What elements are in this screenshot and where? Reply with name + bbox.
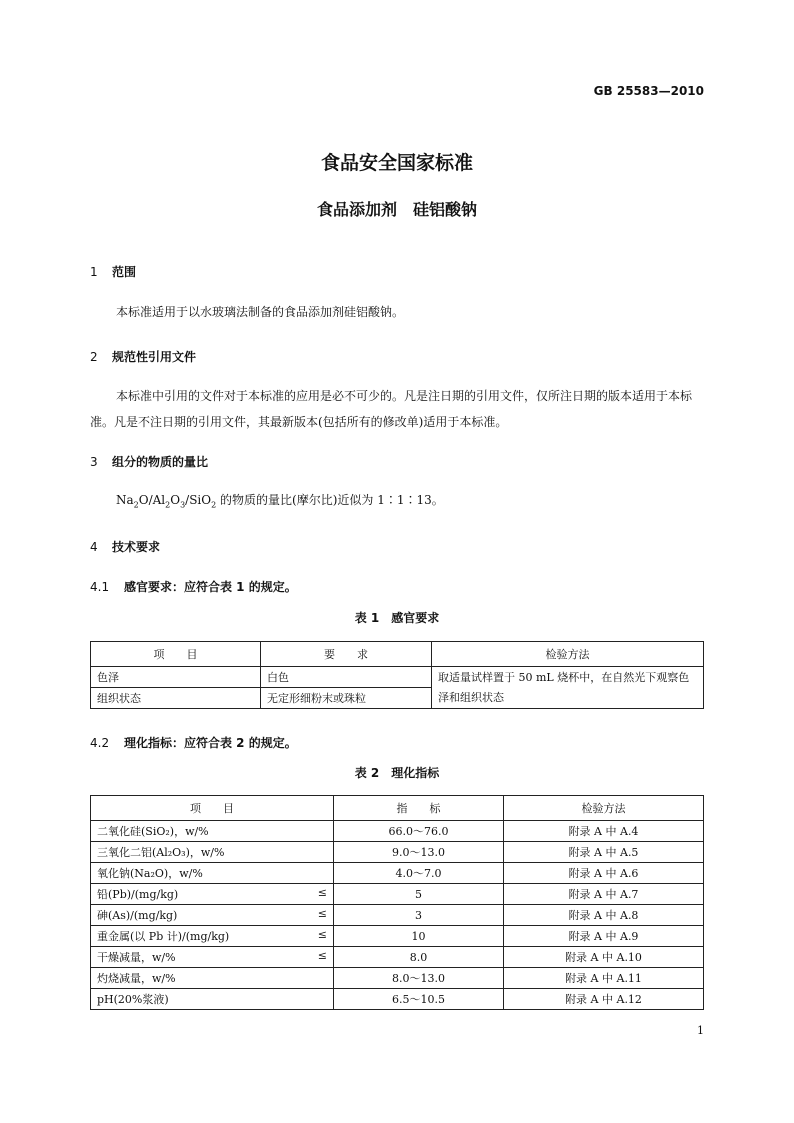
table-row: [91, 842, 704, 863]
section-heading-2: [90, 348, 196, 365]
cell-item: 色泽: [91, 667, 261, 688]
cell-value: 10: [334, 926, 504, 947]
cell-method: 附录 A 中 A.5: [504, 842, 704, 863]
cell-item: 组织状态: [91, 688, 261, 709]
subsection-4-2: [90, 734, 297, 751]
header-value: 指 标: [334, 796, 504, 821]
cell-value: 66.0～76.0: [334, 821, 504, 842]
cell-item: [91, 989, 334, 1010]
le-sign: ≤: [317, 907, 327, 920]
item-name: 三氧化二铝(Al₂O₃)，w/%: [97, 846, 225, 859]
item-name: 砷(As)/(mg/kg): [97, 909, 178, 922]
table2-caption: 表 2 理化指标: [354, 766, 440, 780]
section-body-1: 本标准适用于以水玻璃法制备的食品添加剂硅铝酸钠。: [116, 305, 405, 319]
section-heading-1: [90, 263, 136, 280]
cell-method: 附录 A 中 A.6: [504, 863, 704, 884]
item-name: pH(20%浆液): [97, 993, 169, 1006]
document-title: 食品安全国家标准: [320, 152, 473, 174]
cell-value: 6.5～10.5: [334, 989, 504, 1010]
cell-item: [91, 926, 334, 947]
section-title: 组分的物质的量比: [112, 455, 209, 469]
subsection-number: 4.1: [90, 580, 110, 594]
section-title: 技术要求: [112, 540, 161, 554]
header-requirement: 要 求: [261, 642, 432, 667]
section-number: 3: [90, 455, 98, 469]
cell-item: [91, 947, 334, 968]
table-row: [91, 947, 704, 968]
cell-method: 附录 A 中 A.9: [504, 926, 704, 947]
section-heading-3: [90, 453, 208, 470]
item-name: 灼烧减量，w/%: [97, 972, 176, 985]
standard-number: GB 25583—2010: [593, 84, 704, 98]
cell-item: [91, 968, 334, 989]
table-row: [91, 821, 704, 842]
le-sign: ≤: [317, 928, 327, 941]
table-row: [91, 968, 704, 989]
section-number: 2: [90, 350, 98, 364]
subsection-4-1: [90, 578, 297, 595]
cell-method: 附录 A 中 A.7: [504, 884, 704, 905]
cell-method: 附录 A 中 A.10: [504, 947, 704, 968]
header-method: 检验方法: [432, 642, 704, 667]
header-item: 项 目: [91, 796, 334, 821]
table-row: [91, 863, 704, 884]
table-physicochemical: [90, 795, 704, 1010]
table-header-row: [91, 796, 704, 821]
table-row: [91, 884, 704, 905]
section-body-2: 本标准中引用的文件对于本标准的应用是必不可少的。凡是注日期的引用文件，仅所注日期的版本适用于本标准。凡是不注日期的引用文件，其最新版本(包括所有的修改单)适用于本标准。: [90, 389, 693, 429]
section-number: 1: [90, 265, 98, 279]
page-number: 1: [697, 1024, 704, 1037]
le-sign: ≤: [317, 886, 327, 899]
cell-item: [91, 884, 334, 905]
cell-value: 8.0～13.0: [334, 968, 504, 989]
section-body-3: $Na_2O/Al_2O_3/SiO_2$ 的物质的量比(摩尔比)近似为 1∶1∶13。: [116, 493, 444, 510]
item-name: 重金属(以 Pb 计)/(mg/kg): [97, 930, 230, 943]
item-name: 二氧化硅(SiO₂)，w/%: [97, 825, 209, 838]
table-row: [91, 667, 704, 688]
cell-value: 4.0～7.0: [334, 863, 504, 884]
subsection-text: 理化指标：应符合表 2 的规定。: [124, 736, 297, 750]
cell-item: [91, 905, 334, 926]
section-heading-4: [90, 538, 160, 555]
section-title: 范围: [112, 265, 137, 279]
cell-value: 8.0: [334, 947, 504, 968]
cell-item: [91, 863, 334, 884]
cell-method: 取适量试样置于 50 mL 烧杯中，在自然光下观察色泽和组织状态: [432, 667, 704, 709]
ratio-text: 的物质的量比(摩尔比)近似为 1∶1∶13。: [220, 493, 444, 507]
section-title: 规范性引用文件: [112, 350, 197, 364]
cell-value: 3: [334, 905, 504, 926]
table-sensory: [90, 641, 704, 709]
table-row: [91, 989, 704, 1010]
cell-item: [91, 842, 334, 863]
table-row: [91, 926, 704, 947]
cell-value: 5: [334, 884, 504, 905]
table-row: [91, 905, 704, 926]
item-name: 干燥减量，w/%: [97, 951, 176, 964]
cell-item: [91, 821, 334, 842]
formula-na: Na: [116, 493, 134, 507]
header-method: 检验方法: [504, 796, 704, 821]
cell-method: 附录 A 中 A.11: [504, 968, 704, 989]
cell-requirement: 白色: [261, 667, 432, 688]
table-header-row: [91, 642, 704, 667]
subsection-text: 感官要求：应符合表 1 的规定。: [124, 580, 297, 594]
item-name: 氧化钠(Na₂O)，w/%: [97, 867, 203, 880]
item-name: 铅(Pb)/(mg/kg): [97, 888, 179, 901]
cell-method: 附录 A 中 A.4: [504, 821, 704, 842]
header-item: 项 目: [91, 642, 261, 667]
cell-value: 9.0～13.0: [334, 842, 504, 863]
cell-method: 附录 A 中 A.12: [504, 989, 704, 1010]
subsection-number: 4.2: [90, 736, 110, 750]
document-subtitle: 食品添加剂 硅铝酸钠: [316, 200, 477, 219]
le-sign: ≤: [317, 949, 327, 962]
table1-caption: 表 1 感官要求: [354, 611, 440, 625]
cell-requirement: 无定形细粉末或珠粒: [261, 688, 432, 709]
cell-method: 附录 A 中 A.8: [504, 905, 704, 926]
section-number: 4: [90, 540, 98, 554]
